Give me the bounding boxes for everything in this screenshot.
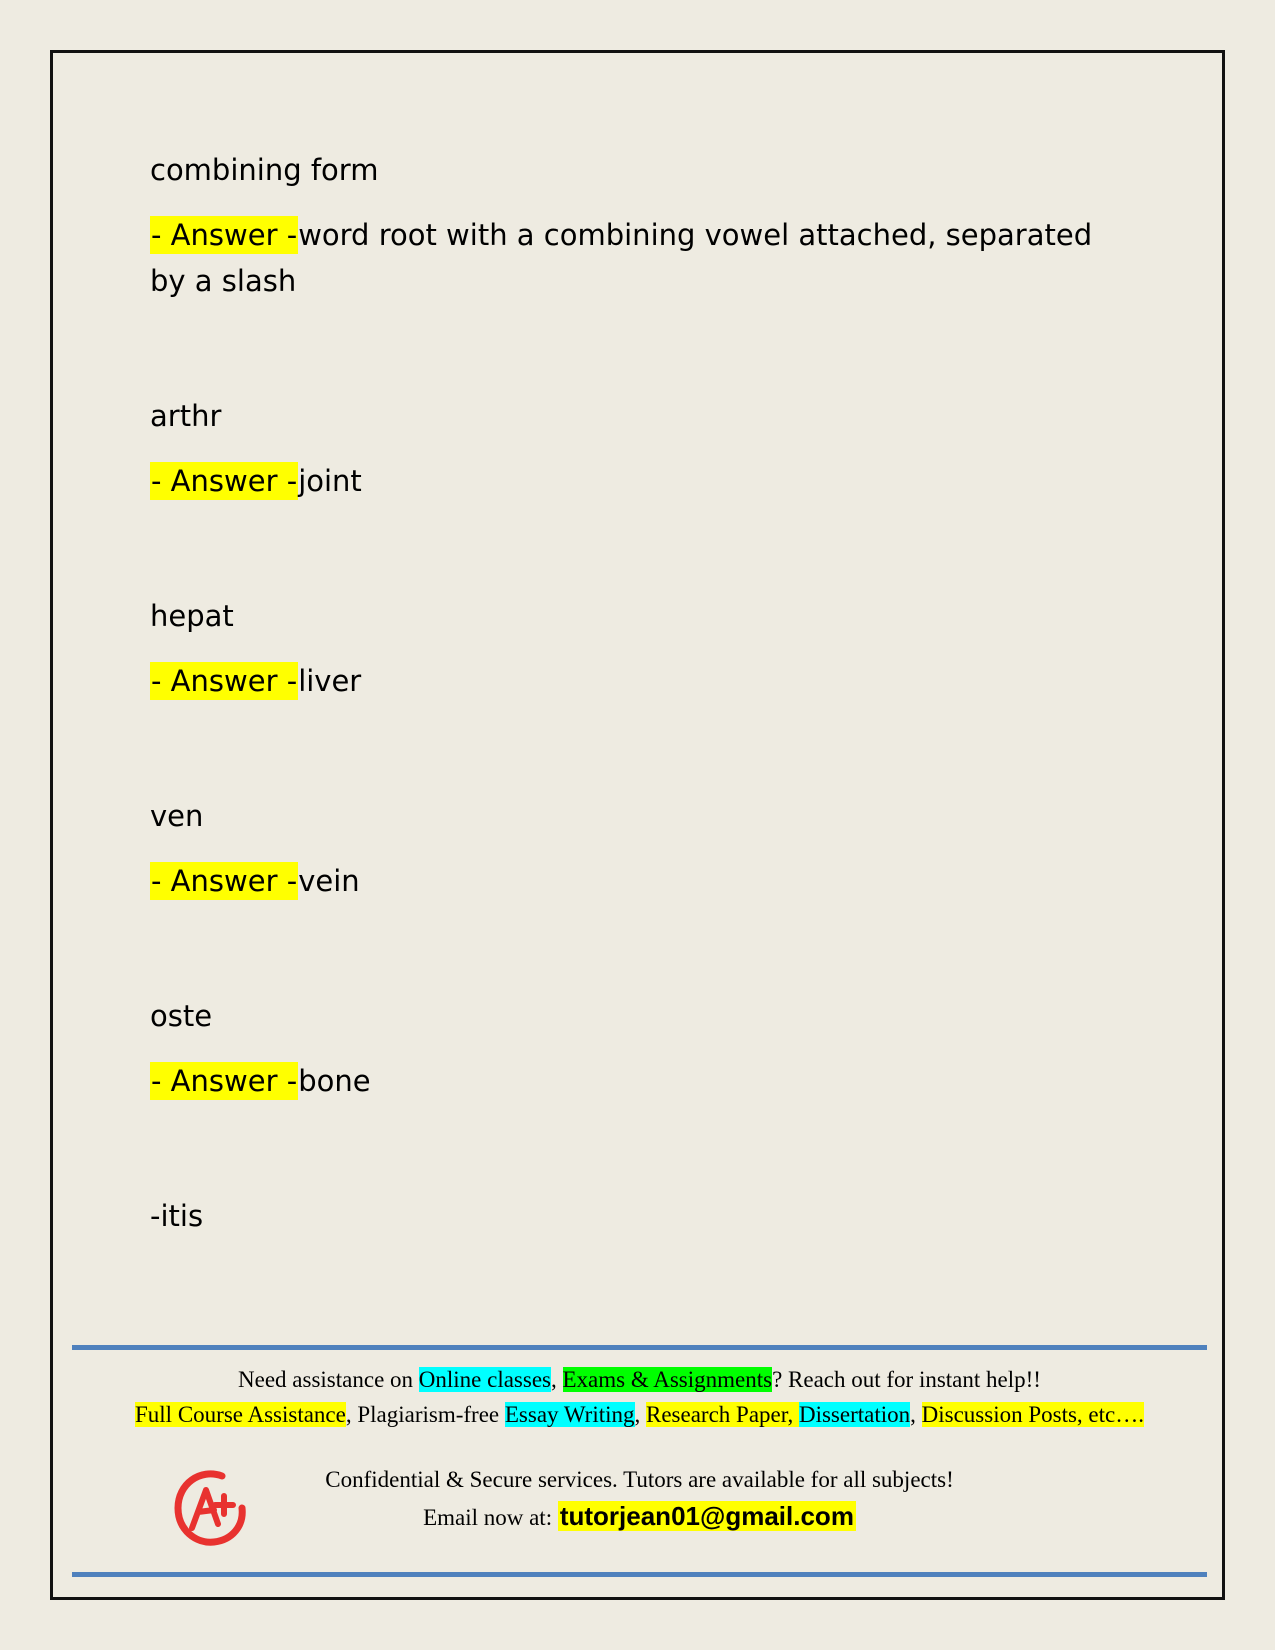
discussion-highlight: Discussion Posts, etc…. [921, 1402, 1144, 1427]
promo-footer [72, 1362, 1207, 1432]
flashcard-item [150, 596, 1110, 704]
term: hepat [150, 599, 234, 633]
answer-tag: - Answer - [151, 218, 298, 252]
flashcard-item [150, 996, 1110, 1104]
footer-divider-top [72, 1345, 1207, 1350]
essay-highlight: Essay Writing [504, 1402, 635, 1427]
services-note: Confidential & Secure services. Tutors are available for all subjects! [325, 1467, 954, 1492]
full-course-highlight: Full Course Assistance [135, 1402, 346, 1427]
term: combining form [150, 153, 379, 187]
answer [150, 458, 1110, 504]
flashcard-list [150, 150, 1110, 1236]
promo-line-2 [72, 1397, 1207, 1432]
answer-text: vein [298, 864, 360, 898]
email-address: tutorjean01@gmail.com [559, 1501, 854, 1531]
exams-highlight: Exams & Assignments [562, 1367, 773, 1392]
research-highlight: Research Paper, [646, 1402, 799, 1427]
answer-tag: - Answer - [151, 464, 298, 498]
answer-text: joint [298, 464, 362, 498]
answer-tag: - Answer - [151, 664, 298, 698]
answer [150, 1058, 1110, 1104]
separator: , [910, 1402, 922, 1427]
answer-text: word root with a combining vowel attached, separated by a slash [150, 218, 1093, 298]
answer [150, 212, 1110, 304]
term: oste [150, 999, 213, 1033]
promo-line-1 [72, 1362, 1207, 1397]
email-label: Email now at: [423, 1505, 558, 1530]
separator: , [551, 1367, 563, 1392]
flashcard-item [150, 1196, 1110, 1236]
answer-tag: - Answer - [151, 1064, 298, 1098]
answer-text: liver [298, 664, 362, 698]
flashcard-item [150, 150, 1110, 304]
answer-tag: - Answer - [151, 864, 298, 898]
separator: , Plagiarism-free [345, 1402, 505, 1427]
dissertation-highlight: Dissertation [798, 1402, 911, 1427]
term: arthr [150, 399, 222, 433]
answer [150, 858, 1110, 904]
flashcard-item [150, 396, 1110, 504]
separator: , [634, 1402, 646, 1427]
answer [150, 658, 1110, 704]
term: -itis [150, 1199, 204, 1233]
answer-text: bone [298, 1064, 371, 1098]
term: ven [150, 799, 204, 833]
promo-text: ? Reach out for instant help!! [772, 1367, 1041, 1392]
promo-text: Need assistance on [238, 1367, 419, 1392]
email-line [72, 1498, 1207, 1536]
footer-divider-bottom [72, 1572, 1207, 1577]
online-classes-highlight: Online classes [418, 1367, 551, 1392]
flashcard-item [150, 796, 1110, 904]
contact-block [72, 1462, 1207, 1536]
